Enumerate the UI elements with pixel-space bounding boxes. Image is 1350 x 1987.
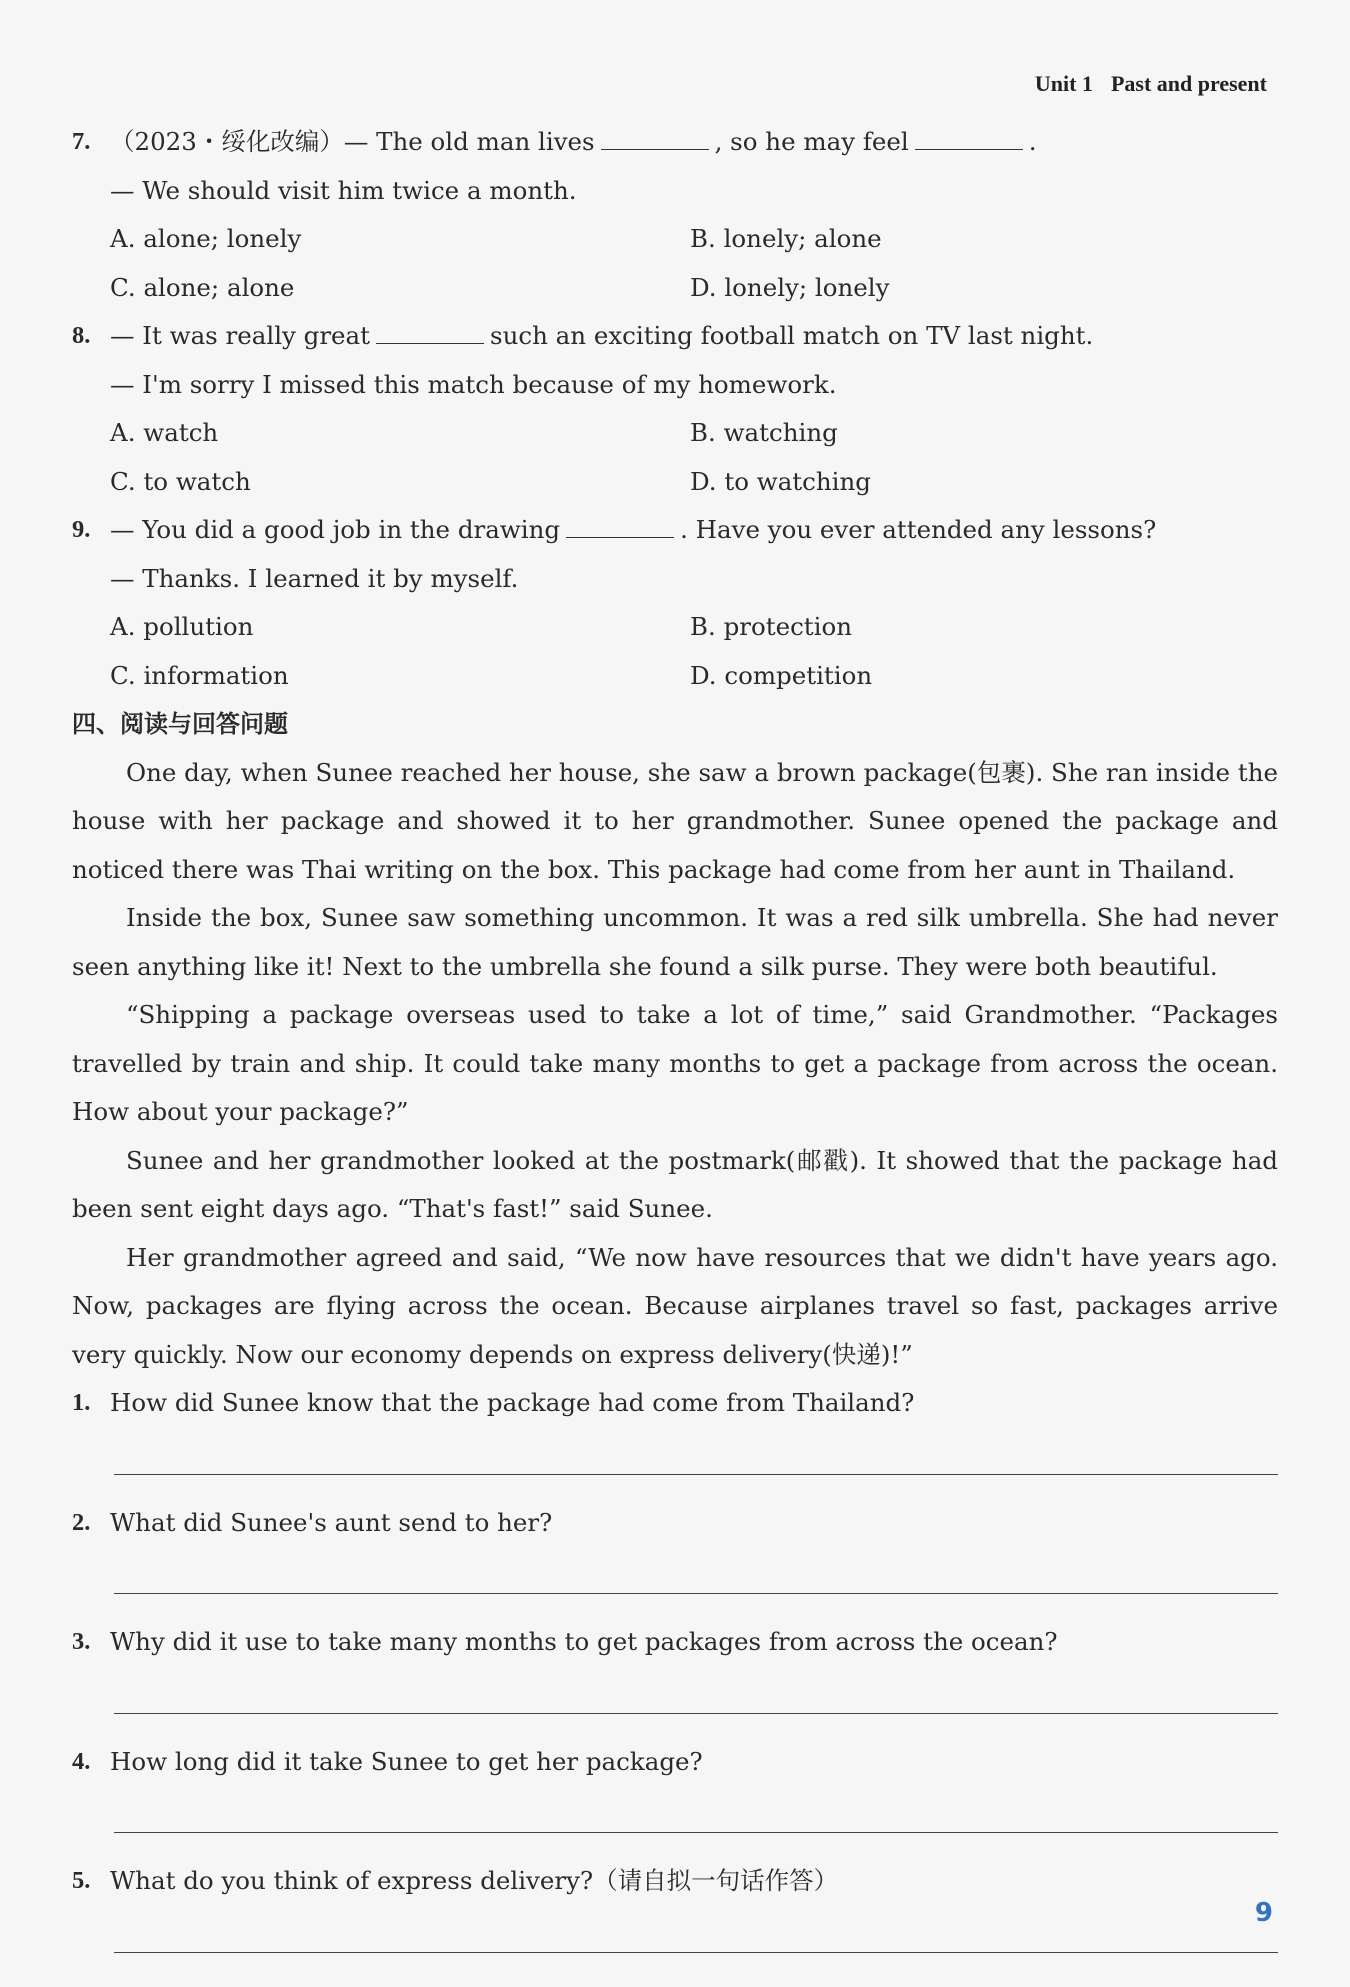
- options-row: [72, 264, 1278, 313]
- answer-line[interactable]: [114, 1906, 1278, 1953]
- option-c: C. information: [110, 660, 289, 690]
- passage-paragraph: “Shipping a package overseas used to take a lot of time,” said Grandmother. “Packages travelled by train and ship. It could take many months to get a package from across the ocean. How about your package?”: [72, 1000, 1278, 1126]
- passage-paragraph: Sunee and her grandmother looked at the postmark(邮戳). It showed that the package had been sent eight days ago. “That's fast!” said Sunee.: [72, 1145, 1278, 1223]
- options-row: [72, 215, 1278, 264]
- option-a: A. alone; lonely: [110, 224, 302, 253]
- passage-paragraph: Inside the box, Sunee saw something uncommon. It was a red silk umbrella. She had never seen anything like it! Next to the umbrella she found a silk purse. They were both beautiful.: [72, 903, 1278, 981]
- reading-question-4: [72, 1738, 1278, 1787]
- passage-paragraph: Her grandmother agreed and said, “We now have resources that we didn't have years ago. Now, packages are flying across the ocean. Because airplanes travel so fast, packages arrive very quickly. Now our economy depends on express delivery(快递)!”: [72, 1242, 1278, 1369]
- option-c: C. alone; alone: [110, 272, 295, 302]
- reading-question-5: [72, 1857, 1278, 1906]
- question-number: 7.: [72, 128, 91, 155]
- unit-label: Unit 1: [1034, 71, 1093, 96]
- answer-blank: [376, 321, 484, 344]
- answer-line[interactable]: [114, 1428, 1278, 1475]
- question-number: 9.: [72, 516, 91, 543]
- options-row: [72, 652, 1278, 701]
- question-number: 3.: [72, 1628, 91, 1655]
- question-stem: — It was really great: [110, 321, 371, 350]
- question-text: What did Sunee's aunt send to her?: [110, 1507, 553, 1537]
- section-title: 四、阅读与回答问题: [72, 710, 288, 738]
- options-row: [72, 458, 1278, 507]
- answer-line[interactable]: [114, 1786, 1278, 1833]
- answer-blank: [566, 515, 674, 538]
- page-number: 9: [1254, 1898, 1273, 1928]
- question-text: How long did it take Sunee to get her package?: [110, 1746, 703, 1776]
- reading-question-3: [72, 1618, 1278, 1667]
- answer-line[interactable]: [114, 1667, 1278, 1714]
- question-reply: — We should visit him twice a month.: [110, 175, 577, 205]
- question-8: [72, 312, 1278, 361]
- reading-question-1: [72, 1379, 1278, 1428]
- question-number: 1.: [72, 1389, 91, 1416]
- option-a: A. watch: [110, 418, 219, 447]
- question-stem: — You did a good job in the drawing: [110, 515, 561, 544]
- answer-blank: [915, 127, 1023, 150]
- answer-line[interactable]: [114, 1547, 1278, 1594]
- option-b: B. watching: [690, 418, 838, 447]
- question-stem: — The old man lives: [343, 127, 595, 156]
- option-d: D. competition: [690, 660, 873, 690]
- option-d: D. lonely; lonely: [690, 272, 890, 302]
- reading-question-2: [72, 1499, 1278, 1548]
- question-number: 4.: [72, 1747, 91, 1775]
- option-d: D. to watching: [690, 466, 871, 496]
- question-7: [72, 118, 1278, 167]
- question-number: 5.: [72, 1867, 91, 1894]
- question-stem: , so he may feel: [714, 127, 909, 156]
- question-text: What do you think of express delivery?（请自拟一句话作答）: [110, 1866, 839, 1895]
- question-source: （2023・绥化改编）: [110, 127, 344, 156]
- question-stem: . Have you ever attended any lessons?: [680, 515, 1157, 544]
- option-c: C. to watch: [110, 466, 251, 496]
- question-reply: — Thanks. I learned it by myself.: [110, 563, 519, 593]
- question-text: How did Sunee know that the package had come from Thailand?: [110, 1388, 915, 1417]
- options-row: [72, 603, 1278, 652]
- passage-paragraph: One day, when Sunee reached her house, she saw a brown package(包裹). She ran inside the house with her package and showed it to her grandmother. Sunee opened the package and noticed there was Thai writing on the box. This package had come from her aunt in Thailand.: [72, 757, 1278, 884]
- options-row: [72, 409, 1278, 458]
- question-stem: such an exciting football match on TV last night.: [490, 321, 1094, 350]
- content: [72, 118, 1278, 1977]
- unit-title: Past and present: [1110, 71, 1267, 96]
- question-stem: .: [1028, 127, 1037, 156]
- option-b: B. protection: [690, 612, 853, 641]
- question-text: Why did it use to take many months to get packages from across the ocean?: [110, 1627, 1058, 1656]
- question-number: 8.: [72, 322, 91, 349]
- option-a: A. pollution: [110, 612, 254, 641]
- question-reply: — I'm sorry I missed this match because of my homework.: [110, 369, 837, 399]
- question-9: [72, 506, 1278, 555]
- page-header: [1035, 71, 1267, 97]
- answer-blank: [601, 127, 709, 150]
- question-number: 2.: [72, 1508, 91, 1536]
- option-b: B. lonely; alone: [690, 224, 882, 253]
